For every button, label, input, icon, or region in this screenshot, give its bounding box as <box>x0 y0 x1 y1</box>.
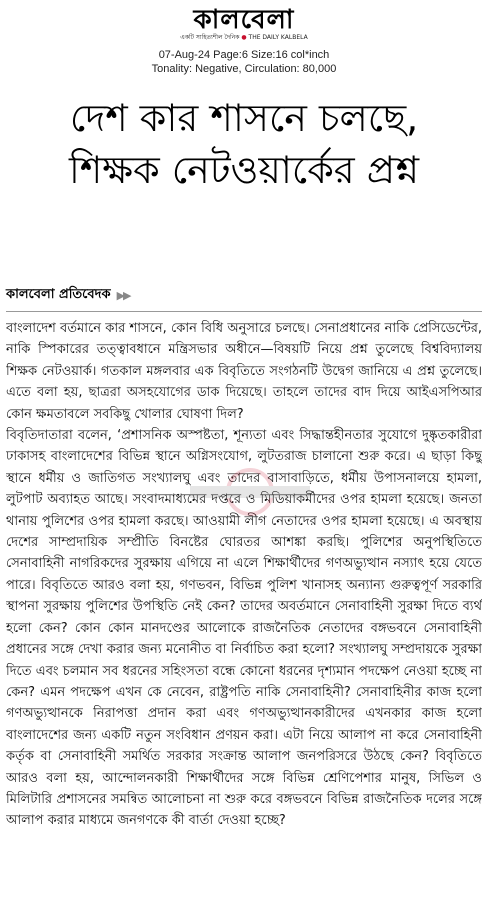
tagline-dot-icon: ● <box>241 34 249 41</box>
byline: কালবেলা প্রতিবেদক <box>6 286 111 302</box>
byline-divider <box>6 311 482 312</box>
newspaper-logo: কালবেলা <box>193 5 295 35</box>
article-headline: দেশ কার শাসনে চলছে, শিক্ষক নেটওয়ার্কের প্রশ্ন <box>68 96 420 192</box>
masthead <box>0 6 488 42</box>
article-paragraph: বাংলাদেশ বর্তমানে কার শাসনে, কোন বিধি অনুসারে চলছে। সেনাপ্রধানের নাকি প্রেসিডেন্টের, নাকি স্পিকারের তত্ত্বাবধানে মন্ত্রিসভার অধীনে—বিষয়টি নিয়ে প্রশ্ন তুলেছে বিশ্ববিদ্যালয় শিক্ষক নেটওয়ার্ক। গতকাল মঙ্গলবার এক বিবৃতিতে সংগঠনটি উদ্বেগ জানিয়ে এ প্রশ্ন তুলেছে। এতে বলা হয়, ছাত্ররা অসহযোগের ডাক দিয়েছে। তাহলে তাদের বাদ দিয়ে আইএসপিআর কোন ক্ষমতাবলে সবকিছু খোলার ঘোষণা দিল? <box>6 321 482 422</box>
clipping-meta <box>0 48 488 76</box>
double-play-icon: ▶▶ <box>116 288 130 302</box>
article-paragraph: বিবৃতিদাতারা বলেন, ‘প্রশাসনিক অস্পষ্টতা, শূন্যতা এবং সিদ্ধান্তহীনতার সুযোগে দুষ্কৃতকারীরা ঢাকাসহ বাংলাদেশের বিভিন্ন স্থানে অগ্নিসংযোগ, লুটতরাজ চালানো শুরু করে। এ ছাড়া কিছু স্থানে ধর্মীয় ও জাতিগত সংখ্যালঘু এবং তাদের বাসাবাড়িতে, ধর্মীয় উপাসনালয়ে হামলা, লুটপাট অব্যাহত আছে। সংবাদমাধ্যমের দপ্তরে ও মিডিয়াকর্মীদের ওপর হামলা হয়েছে। জনতা থানায় পুলিশের ওপর হামলা করছে। আওয়ামী লীগ নেতাদের ওপর হামলা হয়েছে। এ অবস্থায় দেশের সাম্প্রদায়িক সম্প্রীতি বিনষ্টের ঘোরতর আশঙ্কা করছি। পুলিশের অনুপস্থিতিতে সেনাবাহিনী নাগরিকদের সুরক্ষায় এগিয়ে না এলে শিক্ষার্থীদের গণঅভ্যুত্থান নস্যাৎ হয়ে যেতে পারে। বিবৃতিতে আরও বলা হয়, গণভবন, বিভিন্ন পুলিশ খানাসহ অন্যান্য গুরুত্বপূর্ণ সরকারি স্থাপনা সুরক্ষায় পুলিশের উপস্থিতি নেই কেন? তাদের অবর্তমানে সেনাবাহিনী সুরক্ষা দিতে ব্যর্থ হলো কেন? কোন কোন মানদণ্ডের আলোকে রাজনৈতিক নেতাদের বঙ্গভবনে সেনাবাহিনী প্রধানের সঙ্গে দেখা করার জন্য মনোনীত বা নির্বাচিত করা হলো? সংখ্যালঘু সম্প্রদায়কে সুরক্ষা দিতে এবং চলমান সব ধরনের সহিংসতা বন্ধে কোনো ধরনের দৃশ্যমান পদক্ষেপ নেওয়া হচ্ছে না কেন? এমন পদক্ষেপ এখন কে নেবেন, রাষ্ট্রপতি নাকি সেনাবাহিনী? সেনাবাহিনীর কাজ হলো গণঅভ্যুত্থানকে নিরাপত্তা প্রদান করা এবং গণঅভ্যুত্থানকারীদের এখনকার কাজ হলো বাংলাদেশের জন্য একটি নতুন সংবিধান প্রণয়ন করা। এটা নিয়ে আলাপ না করে সেনাবাহিনী কর্তৃক বা সেনাবাহিনী সমর্থিত সরকার সংক্রান্ত আলাপ জনপরিসরে উঠছে কেন? বিবৃতিতে আরও বলা হয়, আন্দোলনকারী শিক্ষার্থীদের সঙ্গে বিভিন্ন শ্রেণিপেশার মানুষ, সিভিল ও মিলিটারি প্রশাসনের সমন্বিত আলোচনা না শুরু করে বঙ্গভবনে বিভিন্ন রাজনৈতিক দলের সঙ্গে আলাপ করার মাধ্যমে জনগণকে কী বার্তা দেওয়া হচ্ছে? <box>6 428 482 829</box>
byline-row <box>6 284 482 306</box>
meta-line-date-size: 07-Aug-24 Page:6 Size:16 col*inch <box>158 49 330 61</box>
masthead-tagline <box>0 34 488 42</box>
meta-line-tonality: Tonality: Negative, Circulation: 80,000 <box>151 63 337 75</box>
article-body <box>6 318 482 913</box>
tagline-left: একটি সাহিত্যশীল দৈনিক <box>180 34 240 41</box>
tagline-right: THE DAILY KALBELA <box>248 34 308 41</box>
